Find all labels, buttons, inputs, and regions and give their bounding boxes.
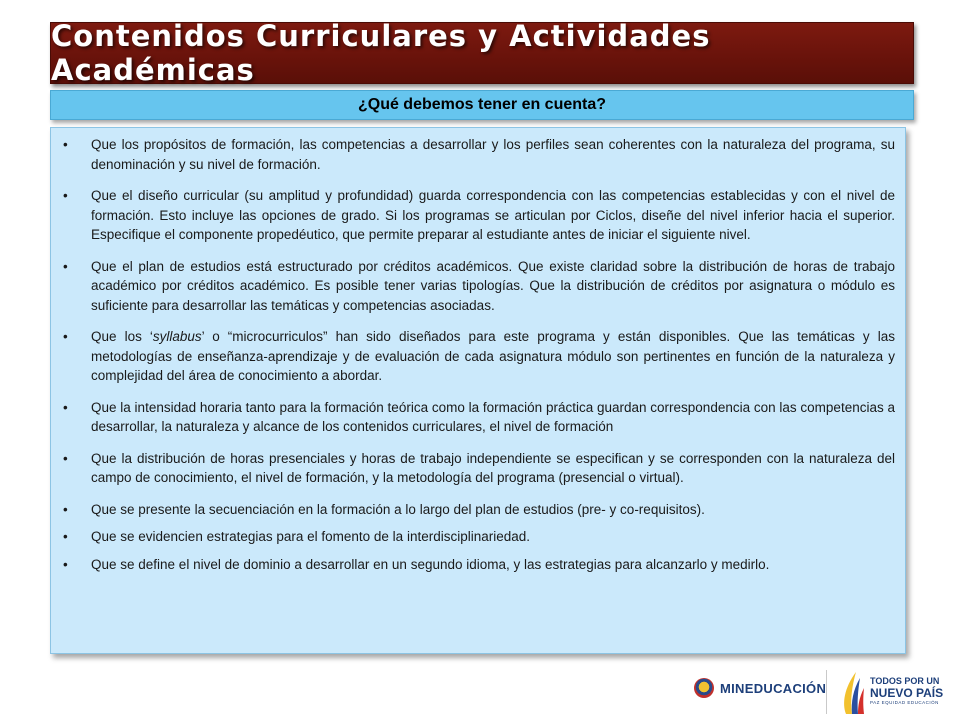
bullet-item-2 <box>63 186 895 245</box>
bullet-text: Que se presente la secuenciación en la formación a lo largo del plan de estudios (pre- y co-requisitos). <box>91 501 705 517</box>
bullet-icon: • <box>63 450 68 466</box>
bullet-item-9 <box>63 555 895 575</box>
mineducacion-label: MINEDUCACIÓN <box>720 680 827 696</box>
bullet-item-6 <box>63 449 895 488</box>
bullet-item-4 <box>63 327 895 386</box>
bullet-icon: • <box>63 258 68 274</box>
mineducacion-logo <box>694 678 826 698</box>
bullet-text: Que la intensidad horaria tanto para la formación teórica como la formación práctica guardan correspondencia con las competencias a desarrollar, la naturaleza y alcance de los contenidos curriculares, el nivel de formación <box>91 399 895 434</box>
subtitle-text: ¿Qué debemos tener en cuenta? <box>357 96 607 113</box>
slide-title: Contenidos Curriculares y Actividades Académicas <box>51 19 711 87</box>
slide-title-banner <box>50 19 914 87</box>
pais-line-1: TODOS POR UN <box>870 676 940 686</box>
bullet-text: Que la distribución de horas presenciales y horas de trabajo independiente se especifican y se corresponden con la naturaleza del campo de conocimiento, el nivel de formación, y la metodología del programa (presencial o virtual). <box>91 450 895 485</box>
colombia-seal-icon <box>694 678 714 698</box>
todos-por-un-nuevo-pais-logo <box>870 677 943 706</box>
bullet-icon: • <box>63 188 68 203</box>
subtitle-banner <box>50 90 914 120</box>
content-panel <box>50 127 906 654</box>
bullet-item-3 <box>63 257 895 316</box>
bullet-icon: • <box>63 556 68 572</box>
bullet-text: Que se evidencien estrategias para el fomento de la interdisciplinariedad. <box>91 529 531 544</box>
bullet-icon: • <box>63 501 68 517</box>
bullet-text <box>91 329 895 383</box>
syllabus-term: syllabus <box>152 329 202 344</box>
footer-divider <box>826 670 827 714</box>
bullet-text: Que los propósitos de formación, las competencias a desarrollar y los perfiles sean coherentes con la naturaleza del programa, su denominación y su nivel de formación. <box>91 137 895 172</box>
bullet-icon: • <box>63 329 68 344</box>
bullet-icon: • <box>63 529 68 544</box>
footer-logos <box>0 664 960 720</box>
bullet-item-8 <box>63 527 895 547</box>
bullet-text-suffix: ’ o “microcurriculos” han sido diseñados para este programa y están disponibles. Que las temáticas y las metodologías de enseñanza-aprendizaje y de evaluación de cada asignatura módulo son pertinentes en función de la naturaleza y complejidad del área de conocimiento a abordar. <box>91 329 895 383</box>
bullet-list <box>63 135 895 574</box>
pais-line-3: PAZ EQUIDAD EDUCACIÓN <box>870 700 939 705</box>
bullet-item-7 <box>63 500 895 520</box>
bullet-text: Que se define el nivel de dominio a desarrollar en un segundo idioma, y las estrategias para alcanzarlo y medirlo. <box>91 556 770 572</box>
colombia-flag-icon <box>838 668 868 716</box>
bullet-item-5 <box>63 398 895 437</box>
bullet-item-1 <box>63 135 895 174</box>
bullet-icon: • <box>63 137 68 152</box>
bullet-text-prefix: Que los ‘ <box>91 329 153 344</box>
bullet-icon: • <box>63 399 68 415</box>
bullet-text: Que el plan de estudios está estructurado por créditos académicos. Que existe claridad sobre la distribución de horas de trabajo académico por créditos académico. Es posible tener varias tipologías. Que la distribución de créditos por asignatura o módulo es suficiente para desarrollar las temáticas y competencias asociadas. <box>91 258 895 313</box>
pais-line-2: NUEVO PAÍS <box>870 686 944 700</box>
bullet-text: Que el diseño curricular (su amplitud y profundidad) guarda correspondencia con las competencias establecidas y con el nivel de formación. Esto incluye las opciones de grado. Si los programas se articulan por Ciclos, diseñe del nivel inferior hacia el superior. Especifique el componente propedéutico, que permite preparar al estudiante antes de iniciar el siguiente nivel. <box>91 188 895 242</box>
